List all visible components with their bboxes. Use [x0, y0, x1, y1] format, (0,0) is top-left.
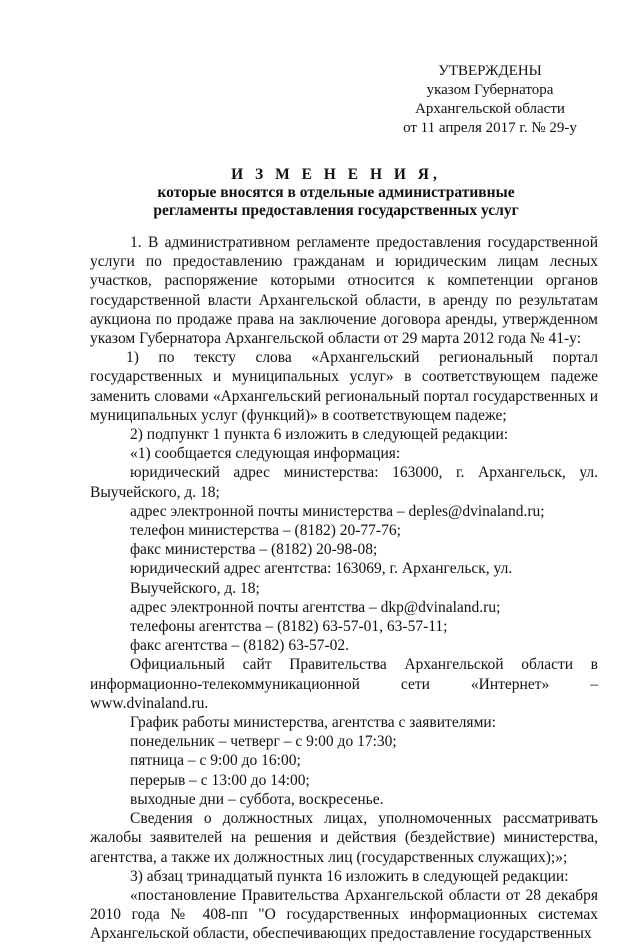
paragraph: 2) подпункт 1 пункта 6 изложить в следующей редакции:	[130, 426, 509, 444]
paragraph: 1. В административном регламенте предоставления государственной услуги по предоставлению гражданам и юридическим лицам лесных участков, распоряжение которыми относится к компетенции органов государственной власти Архангельской области, в аренду по результатам аукциона по продаже права на заключение договора аренды, утвержденном указом Губернатора Архангельской области от 29 марта 2012 года № 41-у:	[90, 234, 598, 348]
heading-subtitle: регламенты предоставления государственных услуг	[153, 202, 519, 219]
paragraph: выходные дни – суббота, воскресенье.	[130, 790, 384, 808]
approval-title: УТВЕРЖДЕНЫ	[438, 63, 542, 79]
paragraph: юридический адрес агентства: 163069, г. Архангельск, ул. Выучейского, д. 18;	[130, 560, 513, 597]
approval-line: Архангельской области	[415, 101, 565, 117]
heading-title: И З М Е Н Е Н И Я,	[231, 166, 441, 183]
paragraph: факс министерства – (8182) 20-98-08;	[130, 541, 378, 559]
paragraph: пятница – с 9:00 до 16:00;	[130, 752, 301, 770]
paragraph: понедельник – четверг – с 9:00 до 17:30;	[130, 733, 397, 751]
paragraph: факс агентства – (8182) 63-57-02.	[130, 637, 350, 655]
approval-date: от 11 апреля 2017 г. № 29-у	[403, 120, 577, 136]
document-body	[90, 233, 598, 944]
paragraph: адрес электронной почты агентства – dkp@dvinaland.ru;	[130, 598, 501, 616]
paragraph: перерыв – с 13:00 до 14:00;	[130, 771, 310, 789]
paragraph: Официальный сайт Правительства Архангельской области в информационно-телекоммуникационной сети «Интернет» – www.dvinaland.ru.	[90, 656, 598, 712]
paragraph: адрес электронной почты министерства – deples@dvinaland.ru;	[130, 502, 545, 520]
paragraph: юридический адрес министерства: 163000, г. Архангельск, ул. Выучейского, д. 18;	[90, 464, 598, 501]
approval-line: указом Губернатора	[426, 82, 554, 98]
paragraph: Сведения о должностных лицах, уполномоченных рассматривать жалобы заявителей на решения и действия (бездействие) министерства, агентства, а также их должностных лиц (государственных служащих);»;	[90, 810, 598, 866]
document-heading	[86, 166, 586, 220]
paragraph: 1) по тексту слова «Архангельский региональный портал государственных и муниципальных услуг» в соответствующем падеже заменить словами «Архангельский региональный портал государственных и муниципальных услуг (функций)» в соответствующем падеже;	[90, 349, 598, 424]
approval-stamp	[380, 62, 600, 138]
paragraph: телефон министерства – (8182) 20-77-76;	[130, 522, 401, 540]
paragraph: 3) абзац тринадцатый пункта 16 изложить в следующей редакции:	[130, 867, 569, 885]
paragraph: «постановление Правительства Архангельской области от 28 декабря 2010 года № 408-пп "О государственных информационных системах Архангельской области, обеспечивающих предоставление государственных	[90, 886, 598, 943]
paragraph: «1) сообщается следующая информация:	[130, 445, 401, 463]
heading-subtitle: которые вносятся в отдельные административные	[157, 184, 515, 201]
paragraph: телефоны агентства – (8182) 63-57-01, 63-57-11;	[130, 618, 448, 636]
paragraph: График работы министерства, агентства с заявителями:	[130, 714, 496, 732]
